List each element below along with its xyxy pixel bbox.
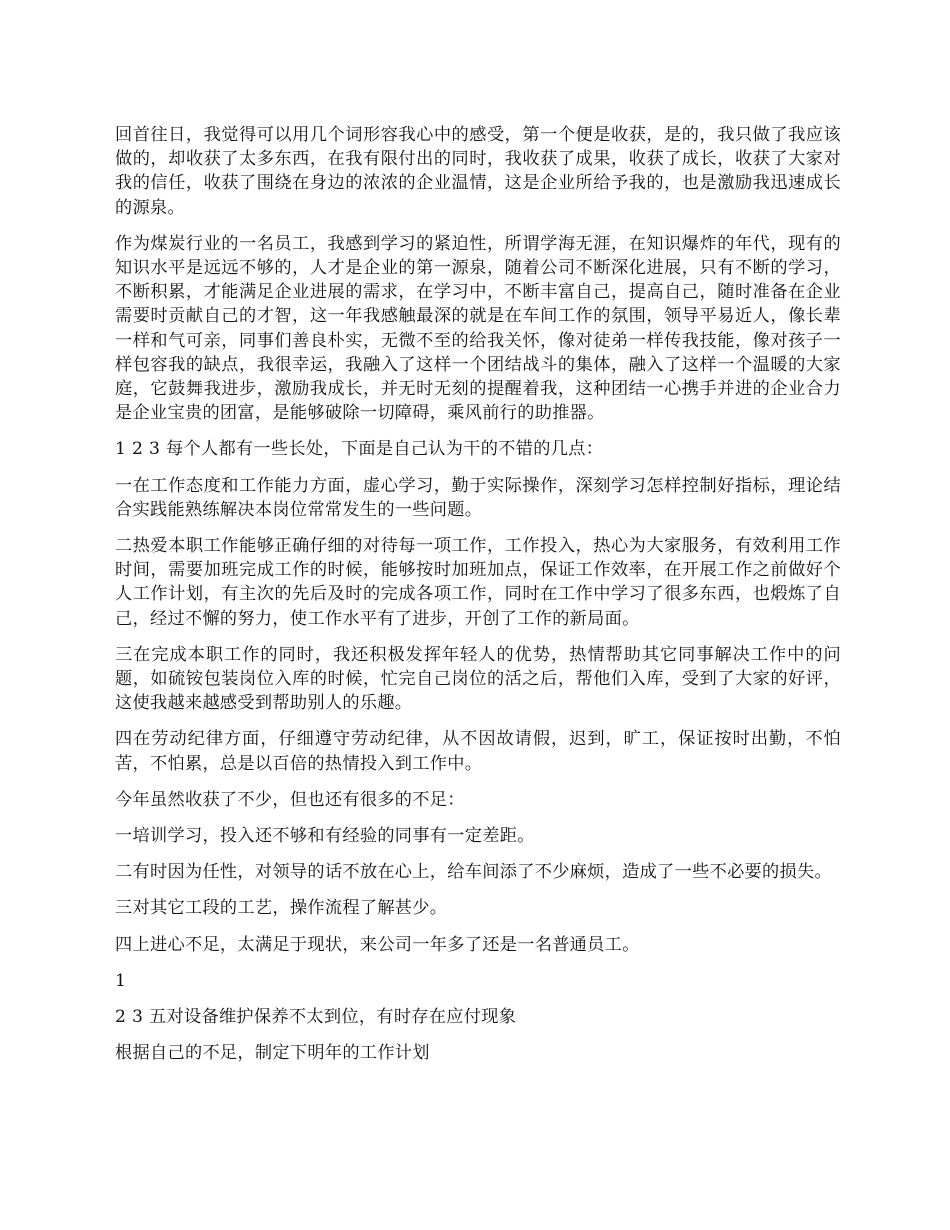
paragraph-learning: 作为煤炭行业的一名员工，我感到学习的紧迫性，所谓学海无涯，在知识爆炸的年代，现有的知识水平是远远不够的，人才是企业的第一源泉，随着公司不断深化进展，只有不断的学习，不断积累，才能满足企业进展的需求，在学习中，不断丰富自己，提高自己，随时准备在企业需要时贡献自己的才智，这一年我感触最深的就是在车间工作的氛围，领导平易近人，像长辈一样和气可亲，同事们善良朴实，无微不至的给我关怀，像对徒弟一样传我技能，像对孩子一样包容我的缺点，我很幸运，我融入了这样一个团结战斗的集体，融入了这样一个温暖的大家庭，它鼓舞我进步，激励我成长，并无时无刻的提醒着我，这种团结一心携手并进的企业合力是企业宝贵的团富，是能够破除一切障碍，乘风前行的助推器。 [115, 233, 841, 424]
document-page [115, 123, 841, 1078]
paragraph-strength-3: 三在完成本职工作的同时，我还积极发挥年轻人的优势，热情帮助其它同事解决工作中的问题，如硫铵包装岗位入库的时候，忙完自己岗位的活之后，帮他们入库，受到了大家的好评，这使我越来越感受到帮助别人的乐趣。 [115, 644, 841, 714]
paragraph-shortcoming-1: 一培训学习，投入还不够和有经验的同事有一定差距。 [115, 826, 535, 847]
paragraph-harvest: 回首往日，我觉得可以用几个词形容我心中的感受，第一个便是收获，是的，我只做了我应该做的，却收获了太多东西，在我有限付出的同时，我收获了成果，收获了成长，收获了大家对我的信任，收获了围绕在身边的浓浓的企业温情，这是企业所给予我的，也是激励我迅速成长的源泉。 [115, 125, 841, 218]
paragraph-shortcoming-4: 四上进心不足，太满足于现状，来公司一年多了还是一名普通员工。 [115, 934, 640, 955]
paragraph-strength-2: 二热爱本职工作能够正确仔细的对待每一项工作，工作投入，热心为大家服务，有效利用工作时间，需要加班完成工作的时候，能够按时加班加点，保证工作效率，在开展工作之前做好个人工作计划，有主次的先后及时的完成各项工作，同时在工作中学习了很多东西，也煅炼了自己，经过不懈的努力，使工作水平有了进步，开创了工作的新局面。 [115, 536, 841, 629]
paragraph-number: 1 [115, 970, 127, 991]
paragraph-shortcoming-2: 二有时因为任性，对领导的话不放在心上，给车间添了不少麻烦，造成了一些不必要的损失。 [115, 862, 832, 883]
paragraph-strengths-intro: 1 2 3 每个人都有一些长处，下面是自己认为干的不错的几点： [115, 439, 604, 460]
paragraph-shortcoming-3: 三对其它工段的工艺，操作流程了解甚少。 [115, 898, 448, 919]
paragraph-strength-1: 一在工作态度和工作能力方面，虚心学习，勤于实际操作，深刻学习怎样控制好指标，理论结合实践能熟练解决本岗位常常发生的一些问题。 [115, 475, 841, 520]
paragraph-plan: 根据自己的不足，制定下明年的工作计划 [115, 1043, 430, 1064]
paragraph-shortcoming-5: 2 3 五对设备维护保养不太到位，有时存在应付现象 [115, 1007, 517, 1028]
paragraph-strength-4: 四在劳动纪律方面，仔细遵守劳动纪律，从不因故请假，迟到，旷工，保证按时出勤，不怕苦，不怕累，总是以百倍的热情投入到工作中。 [115, 729, 841, 774]
paragraph-shortcomings-intro: 今年虽然收获了不少，但也还有很多的不足： [115, 789, 465, 810]
